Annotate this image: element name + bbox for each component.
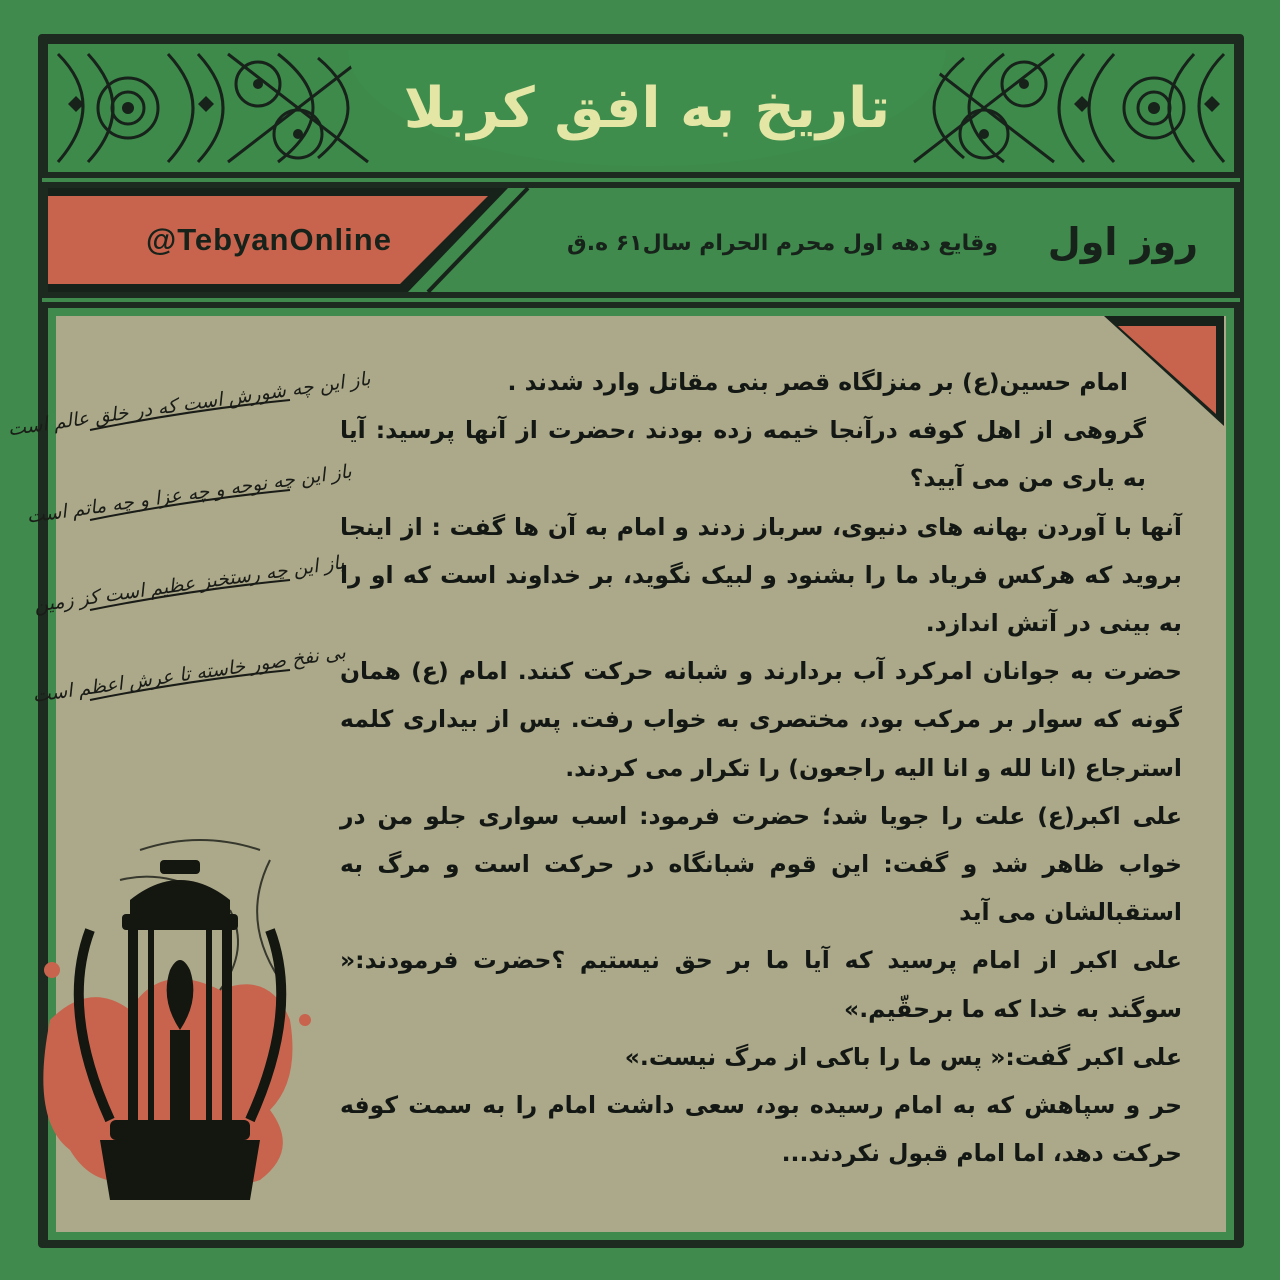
story-text [340,358,1182,1238]
story-paragraph: گروهی از اهل کوفه درآنجا خیمه زده بودند ،حضرت از آنها پرسید: آیا به یاری من می آیید؟ [340,416,1146,493]
poem-line: باز این چه شورش است که در خلق عالم است [6,367,372,441]
story-paragraph: آنها با آوردن بهانه های دنیوی، سرباز زدند و امام به آن ها گفت : از اینجا بروید که هرکس فریاد ما را بشنود و لبیک نگوید، بر خداوند است که او را به بینی در آتش اندازد. [340,512,1182,638]
poem-line: بی نفخ صور خاسته تا عرش اعظم است [31,641,348,707]
title-plate [348,50,946,166]
story-paragraph: حر و سپاهش که به امام رسیده بود، سعی داشت امام را به سمت کوفه حرکت دهد، اما امام قبول نکردند... [340,1091,1182,1168]
calligraphy-poem [6,360,372,720]
poem-line: باز این چه رستخیز عظیم است کز زمین [32,551,346,617]
story-paragraph: علی اکبر(ع) علت را جویا شد؛ حضرت فرمود: اسب سواری جلو من در خواب ظاهر شد و گفت: این قوم شبانگاه در حرکت است و مرگ به استقبالشان می آید [340,801,1182,927]
story-paragraph: علی اکبر گفت:« پس ما را باکی از مرگ نیست.» [624,1042,1182,1071]
info-bar [42,182,1240,298]
arabesque-pattern-left [48,44,378,172]
lantern-illustration [30,820,330,1230]
page-title: تاریخ به افق کربلا [403,75,891,141]
story-paragraph: علی اکبر از امام پرسید که آیا ما بر حق نیستیم ؟حضرت فرمودند:« سوگند به خدا که ما برحقّیم.» [340,946,1182,1023]
arabesque-pattern-right [904,44,1234,172]
header-banner [42,38,1240,178]
poem-line: باز این چه نوحه و چه عزا و چه ماتم است [25,460,353,528]
story-paragraph: امام حسین(ع) بر منزلگاه قصر بنی مقاتل وارد شدند . [507,368,1128,396]
story-paragraph: حضرت به جوانان امرکرد آب بردارند و شبانه حرکت کنند. امام (ع) همان گونه که سوار بر مرکب بود، مختصری به خواب رفت. پس از بیداری کلمه استرجاع (انا لله و انا الیه راجعون) را تکرار می کردند. [340,657,1182,782]
day-label: روز اول [1047,220,1198,264]
social-handle: @TebyanOnline [146,222,392,257]
event-subtitle: وقایع دهه اول محرم الحرام سال۶۱ ه.ق [567,230,998,256]
